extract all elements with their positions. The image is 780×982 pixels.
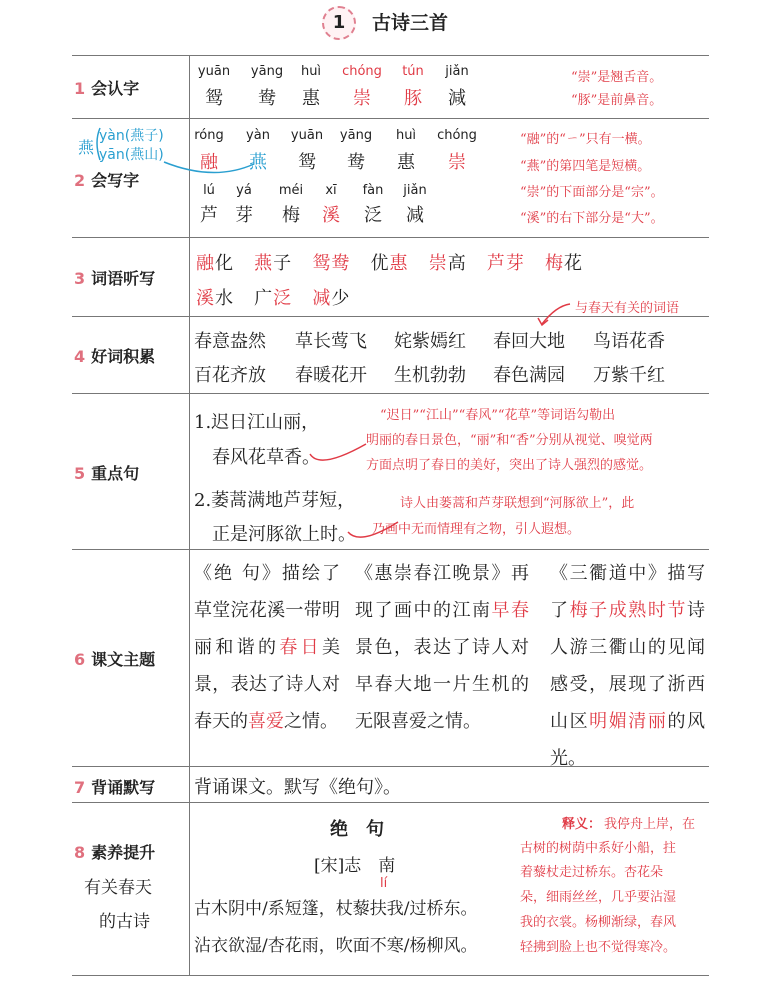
note: 古树的树荫中系好小船，拄	[520, 841, 677, 856]
char: 崇	[353, 88, 371, 109]
pinyin: fàn	[362, 183, 384, 198]
note-label: 释义：	[562, 817, 602, 832]
section-8-sub2: 的古诗	[99, 912, 150, 932]
side-note-2: yān(燕山)	[99, 147, 164, 163]
pinyin: yuān	[290, 128, 324, 143]
pinyin: tún	[402, 64, 424, 79]
idiom: 草长莺飞	[295, 331, 367, 352]
key-sentence: 正是河豚欲上时。	[212, 524, 356, 545]
note: “崇”的下面部分是“宗”。	[520, 185, 664, 200]
char: 融	[200, 152, 218, 173]
pinyin: xī	[325, 183, 337, 198]
pinyin: róng	[194, 128, 224, 143]
char: 燕	[249, 152, 267, 173]
section-2-label: 2 会写字	[74, 171, 140, 190]
note: “燕”的第四笔是短横。	[520, 159, 651, 174]
note: 明丽的春日景色，“丽”和“香”分别从视觉、嗅觉两	[366, 433, 653, 448]
pinyin: yá	[236, 183, 252, 198]
key-sentence: 春风花草香。	[212, 447, 320, 468]
poem-title: 绝 句	[330, 819, 384, 840]
pinyin: huì	[300, 64, 322, 79]
char: 鸯	[347, 152, 365, 173]
theme-col-3: 《三衢道中》描写了梅子成熟时节诗人游三衢山的见闻感受，展现了浙西山区明媚清丽的风光。	[550, 563, 706, 769]
note: “崇”是翘舌音。	[571, 70, 663, 85]
pinyin: yāng	[339, 128, 373, 143]
char: 梅	[282, 205, 300, 226]
char: 芽	[235, 205, 253, 226]
poem-line: 沾衣欲湿/杏花雨，吹面不寒/杨柳风。	[194, 936, 478, 956]
section-1-label: 1 会认字	[74, 79, 140, 98]
note: 与春天有关的词语	[575, 301, 680, 316]
section-8-label: 8 素养提升	[74, 843, 156, 862]
side-note-1: yàn(燕子)	[99, 128, 164, 144]
idiom: 生机勃勃	[394, 365, 466, 386]
pinyin: yāng	[250, 64, 284, 79]
idiom: 春暖花开	[295, 365, 367, 386]
pinyin: lí	[380, 876, 388, 891]
pinyin: chóng	[342, 64, 382, 79]
annotation-arrow	[536, 294, 576, 328]
char: 鸯	[258, 88, 276, 109]
note: 诗人由蒌蒿和芦芽联想到“河豚欲上”，此	[400, 496, 635, 511]
note: “迟日”“江山”“春风”“花草”等词语勾勒出	[380, 408, 616, 423]
word-list: 溪水 广泛 减少	[196, 288, 351, 309]
side-char: 燕	[78, 138, 95, 157]
section-6-label: 6 课文主题	[74, 650, 156, 669]
pinyin: chóng	[437, 128, 477, 143]
idiom: 姹紫嫣红	[394, 331, 466, 352]
section-5-label: 5 重点句	[74, 464, 140, 483]
pinyin: jiǎn	[403, 183, 427, 198]
note: “溪”的右下部分是“大”。	[520, 211, 664, 226]
char: 芦	[200, 205, 218, 226]
section-8-sub1: 有关春天	[84, 878, 152, 898]
key-sentence: 1.迟日江山丽，	[194, 412, 320, 433]
char: 溪	[322, 205, 340, 226]
idiom: 万紫千红	[593, 365, 665, 386]
note: 着藜杖走过桥东。杏花朵	[520, 865, 664, 880]
theme-col-2: 《惠崇春江晚景》再现了画中的江南早春景色，表达了诗人对早春大地一片生机的无限喜爱之情。	[355, 563, 529, 732]
idiom: 春回大地	[493, 331, 565, 352]
char: 豚	[404, 88, 422, 109]
recite-text: 背诵课文。默写《绝句》。	[194, 777, 401, 798]
char: 鸳	[205, 88, 223, 109]
key-sentence: 2.萎蒿满地芦芽短，	[194, 490, 356, 511]
pinyin: yàn	[246, 128, 270, 143]
note: 乃画中无而情理有之物，引人遐想。	[372, 522, 581, 537]
note: 我停舟上岸，在	[604, 817, 696, 832]
note: 我的衣裳。杨柳渐绿，春风	[520, 915, 677, 930]
idiom: 春意盎然	[194, 331, 266, 352]
pinyin: yuān	[197, 64, 231, 79]
pinyin: lú	[203, 183, 215, 198]
char: 減	[448, 88, 466, 109]
char: 减	[406, 205, 424, 226]
note: “融”的“ㄧ”只有一横。	[520, 132, 651, 147]
pinyin: huì	[395, 128, 417, 143]
section-3-label: 3 词语听写	[74, 269, 156, 288]
note: 轻拂到脸上也不觉得寒冷。	[520, 940, 677, 955]
char: 惠	[302, 88, 320, 109]
lesson-title: 古诗三首	[372, 12, 449, 34]
poem-author: [宋]志 南	[314, 856, 396, 876]
theme-col-1: 《绝 句》描绘了草堂浣花溪一带明丽和谐的春日美景，表达了诗人对春天的喜爱之情。	[194, 563, 341, 732]
idiom: 春色满园	[493, 365, 565, 386]
section-7-label: 7 背诵默写	[74, 778, 156, 797]
note: 方面点明了春日的美好，突出了诗人强烈的感觉。	[366, 458, 653, 473]
char: 泛	[364, 205, 382, 226]
idiom: 百花齐放	[194, 365, 266, 386]
char: 崇	[448, 152, 466, 173]
word-list: 融化 燕子 鸳鸯 优惠 崇高 芦芽 梅花	[196, 253, 584, 274]
poem-line: 古木阴中/系短篷，杖藜扶我/过桥东。	[194, 899, 478, 919]
note: “豚”是前鼻音。	[571, 93, 663, 108]
pinyin: méi	[278, 183, 304, 198]
char: 鸳	[298, 152, 316, 173]
pinyin: jiǎn	[445, 64, 469, 79]
lesson-number: 1	[322, 6, 356, 40]
section-4-label: 4 好词积累	[74, 347, 156, 366]
char: 惠	[397, 152, 415, 173]
note: 朵，细雨丝丝，几乎要沾湿	[520, 890, 677, 905]
idiom: 鸟语花香	[593, 331, 665, 352]
